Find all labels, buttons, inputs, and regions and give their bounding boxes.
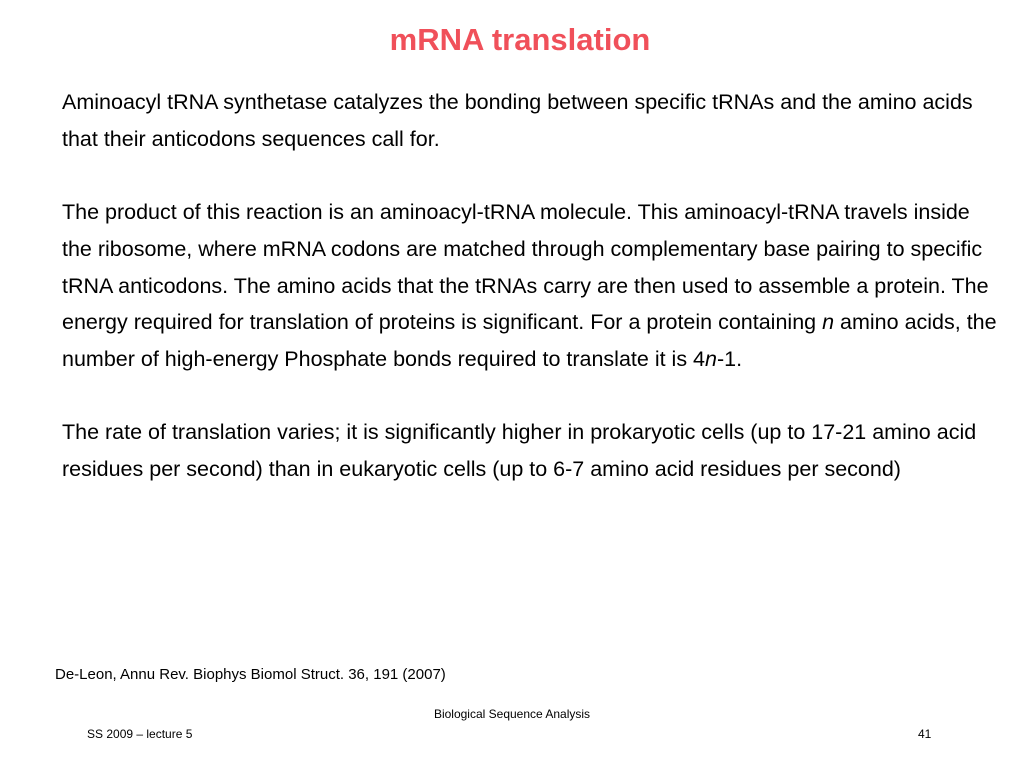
- slide-title: mRNA translation: [389, 22, 651, 57]
- paragraph-aminoacyl-trna: [62, 194, 1002, 378]
- paragraph-text-part: -1.: [716, 346, 743, 371]
- variable-n: n: [705, 346, 717, 371]
- footer-course-title: Biological Sequence Analysis: [433, 707, 591, 721]
- variable-n: n: [822, 310, 835, 335]
- paragraph-text-part: amino acids, the number of high-energy Phosphate bonds required to translate it is 4: [62, 310, 997, 371]
- citation: De-Leon, Annu Rev. Biophys Biomol Struct. 36, 191 (2007): [55, 666, 446, 683]
- paragraph-text-part: The product of this reaction is an aminoacyl-tRNA molecule. This aminoacyl-tRNA travels inside the ribosome, where mRNA codons are matched through complementary base pairing to specific tRNA anticodons. The amino acids that the tRNAs carry are then used to assemble a protein. The energy required for translation of proteins is significant. For a protein containing: [62, 200, 989, 335]
- paragraph-aminoacyl-synthetase: Aminoacyl tRNA synthetase catalyzes the bonding between specific tRNAs and the amino acids that their anticodons sequences call for.: [62, 90, 973, 151]
- footer-page-number: 41: [918, 727, 932, 741]
- slide-body: [62, 84, 1002, 488]
- paragraph-translation-rate: The rate of translation varies; it is significantly higher in prokaryotic cells (up to 17-21 amino acid residues per second) than in eukaryotic cells (up to 6-7 amino acid residues per second): [62, 420, 977, 481]
- footer-lecture: SS 2009 – lecture 5: [87, 727, 193, 741]
